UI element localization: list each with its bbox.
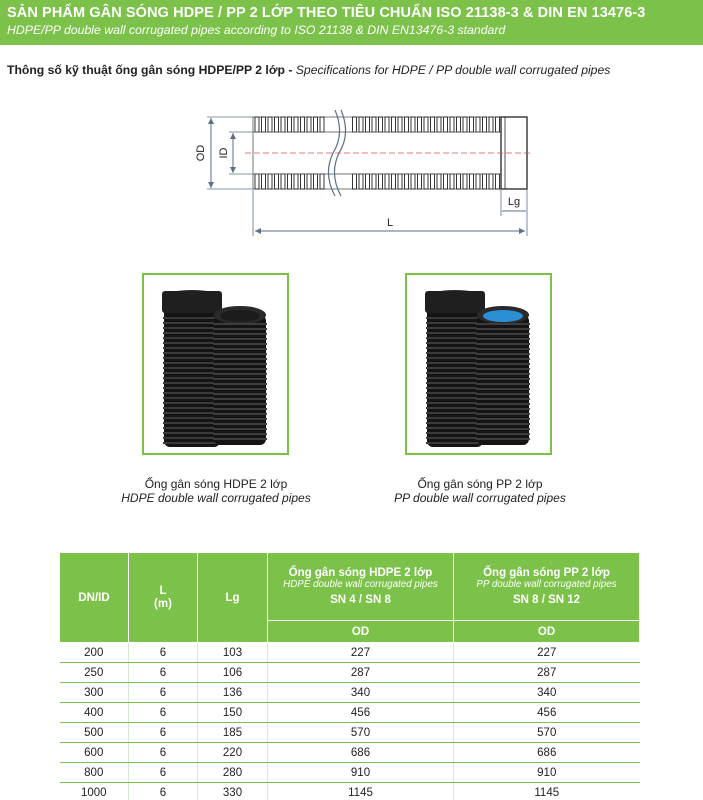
header-length-unit: (m) — [154, 597, 172, 610]
cell-dn-id: 400 — [60, 703, 129, 723]
table-row — [60, 783, 640, 800]
pp-pipe-illustration — [407, 275, 550, 453]
spec-heading-vi: Thông số kỹ thuật ống gân sóng HDPE/PP 2 lớp - — [7, 63, 293, 77]
cell-od-hdpe: 910 — [268, 763, 454, 783]
cell-od-pp: 340 — [454, 683, 640, 703]
pp-caption — [350, 477, 610, 505]
cell-lg: 136 — [198, 683, 268, 703]
cell-dn-id: 800 — [60, 763, 129, 783]
cell-od-hdpe: 340 — [268, 683, 454, 703]
header-pp-vi: Ống gân sóng PP 2 lớp — [483, 566, 610, 579]
header-hdpe-sn: SN 4 / SN 8 — [330, 593, 391, 606]
cell-lg: 220 — [198, 743, 268, 763]
cell-lg: 103 — [198, 643, 268, 663]
od-label: OD — [195, 144, 207, 162]
spec-heading — [7, 63, 610, 77]
cell-od-hdpe: 570 — [268, 723, 454, 743]
header-hdpe-vi: Ống gân sóng HDPE 2 lớp — [288, 566, 433, 579]
header-length-label: L — [159, 584, 167, 597]
cell-length: 6 — [129, 763, 198, 783]
table-row — [60, 763, 640, 783]
cell-od-pp: 287 — [454, 663, 640, 683]
header-hdpe-en: HDPE double wall corrugated pipes — [283, 578, 438, 590]
pp-pipe-photo — [405, 273, 552, 455]
cell-length: 6 — [129, 663, 198, 683]
spec-table — [59, 552, 640, 800]
header-pp-en: PP double wall corrugated pipes — [476, 578, 617, 590]
cell-lg: 150 — [198, 703, 268, 723]
cell-dn-id: 1000 — [60, 783, 129, 800]
cell-od-hdpe: 456 — [268, 703, 454, 723]
cell-od-pp: 227 — [454, 643, 640, 663]
cell-lg: 330 — [198, 783, 268, 800]
table-row — [60, 743, 640, 763]
cell-length: 6 — [129, 703, 198, 723]
header-lg: Lg — [198, 553, 268, 643]
table-row — [60, 663, 640, 683]
cell-lg: 280 — [198, 763, 268, 783]
hdpe-caption-vi: Ống gân sóng HDPE 2 lớp — [144, 477, 288, 491]
cell-length: 6 — [129, 683, 198, 703]
pipe-dimension-diagram — [185, 104, 545, 239]
header-length — [129, 553, 198, 643]
header-pp-sn: SN 8 / SN 12 — [512, 593, 581, 606]
cell-od-hdpe: 227 — [268, 643, 454, 663]
lg-label: Lg — [507, 196, 521, 208]
header-od-hdpe: OD — [268, 621, 454, 643]
cell-od-pp: 456 — [454, 703, 640, 723]
header-pp — [454, 553, 640, 621]
cell-od-pp: 686 — [454, 743, 640, 763]
table-row — [60, 723, 640, 743]
cell-od-pp: 910 — [454, 763, 640, 783]
spec-heading-en: Specifications for HDPE / PP double wall corrugated pipes — [295, 63, 611, 77]
cell-length: 6 — [129, 723, 198, 743]
header-banner — [0, 0, 703, 45]
cell-dn-id: 300 — [60, 683, 129, 703]
cell-lg: 185 — [198, 723, 268, 743]
cell-dn-id: 500 — [60, 723, 129, 743]
cell-od-hdpe: 686 — [268, 743, 454, 763]
table-row — [60, 703, 640, 723]
cell-od-hdpe: 287 — [268, 663, 454, 683]
table-row — [60, 643, 640, 663]
hdpe-caption — [86, 477, 346, 505]
cell-lg: 106 — [198, 663, 268, 683]
header-dn-id: DN/ID — [60, 553, 129, 643]
l-label: L — [386, 217, 394, 229]
table-row — [60, 683, 640, 703]
pp-caption-en: PP double wall corrugated pipes — [394, 491, 566, 505]
header-hdpe — [268, 553, 454, 621]
pp-caption-vi: Ống gân sóng PP 2 lớp — [417, 477, 543, 491]
page-title: SẢN PHẨM GÂN SÓNG HDPE / PP 2 LỚP THEO TIÊU CHUẨN ISO 21138-3 & DIN EN 13476-3 — [7, 5, 646, 21]
cell-od-hdpe: 1145 — [268, 783, 454, 800]
cell-length: 6 — [129, 783, 198, 800]
header-od-pp: OD — [454, 621, 640, 643]
hdpe-pipe-illustration — [144, 275, 287, 453]
cell-od-pp: 1145 — [454, 783, 640, 800]
cell-length: 6 — [129, 743, 198, 763]
cell-od-pp: 570 — [454, 723, 640, 743]
cell-dn-id: 600 — [60, 743, 129, 763]
id-label: ID — [218, 147, 230, 159]
hdpe-caption-en: HDPE double wall corrugated pipes — [121, 491, 311, 505]
cell-dn-id: 200 — [60, 643, 129, 663]
cell-dn-id: 250 — [60, 663, 129, 683]
page-subtitle: HDPE/PP double wall corrugated pipes according to ISO 21138 & DIN EN13476-3 standard — [7, 23, 506, 37]
hdpe-pipe-photo — [142, 273, 289, 455]
cell-length: 6 — [129, 643, 198, 663]
